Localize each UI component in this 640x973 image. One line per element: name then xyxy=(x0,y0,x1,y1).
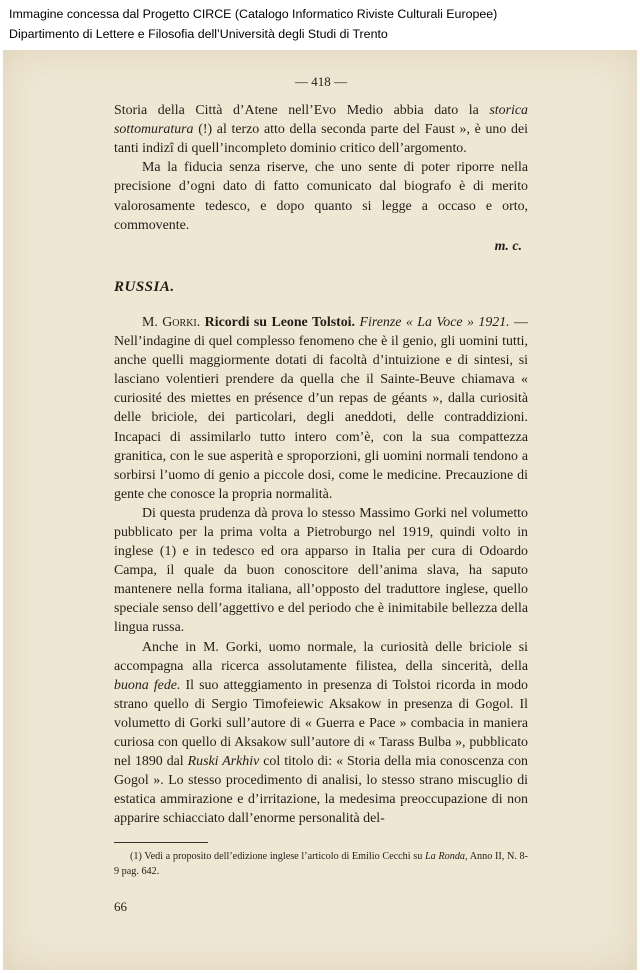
page-text-block xyxy=(114,72,528,917)
banner-line-1: Immagine concessa dal Progetto CIRCE (Catalogo Informatico Riviste Culturali Europee) xyxy=(9,7,498,21)
paragraph-1-rest: (!) al terzo atto della seconda parte del Faust », è uno dei tanti indizî di quell’incompleto dominio critico dell’argomento. xyxy=(114,122,528,157)
paragraph-1-italic: storica sottomuratura xyxy=(114,103,528,138)
folio-number: 66 xyxy=(114,899,127,915)
review-text: — Nell’indagine di quel complesso fenomeno che è il genio, gli uomini tutti, anche quelli maggiormente dotati di facoltà d’intuizione e di sintesi, si lasciano volentieri prendere da quella che il Sainte-Beuve chiamava « curiosité des miettes en présence d’un repas de géants », dalla curiosità delle briciole, dei particolari, degli aneddoti, delle contraddizioni. Incapaci di assimilarlo tutto intero com’è, con la sua compattezza granitica, con le sue asperità e sproporzioni, gli uomini normali tendono a sorbirsi l’uomo di genio a piccole dosi, come le medicine. Precauzione di gente che conosce la propria normalità. xyxy=(114,314,528,502)
paragraph-4-a: Anche in M. Gorki, uomo normale, la curiosità delle briciole si accompagna alla ricerca assolutamente filistea, della sincerità, della xyxy=(114,639,528,674)
page-number: — 418 — xyxy=(295,74,347,89)
section-title: RUSSIA. xyxy=(114,278,175,295)
copyright-banner xyxy=(0,0,640,48)
paragraph-2: Ma la fiducia senza riserve, che uno sente di poter riporre nella precisione d’ogni dato di fatto comunicato dal biografo è di merito valorosamente tedesco, e dopo quanto si legge a occaso e orto, commovente. xyxy=(114,160,528,233)
footnote-italic: La Ronda, xyxy=(425,851,468,863)
footnote-rule xyxy=(114,842,208,843)
signature: m. c. xyxy=(494,238,522,254)
footnote-rest: Anno II, N. 8-9 pag. 642. xyxy=(114,851,529,878)
paragraph-4 xyxy=(114,638,528,829)
paragraph-4-e: col titolo di: « Storia della mia conoscenza con Gogol ». Lo stesso procedimento di analisi, lo stesso strano miscuglio di estatica ammirazione e d’irritazione, la medesima preoccupazione di non apparire schiacciato dall’enorme personalità del- xyxy=(114,754,529,827)
review-imprint: Firenze « La Voce » 1921. xyxy=(359,314,510,330)
paragraph-1-text: Storia della Città d’Atene nell’Evo Medio abbia dato la xyxy=(114,103,479,119)
review-book-title: Ricordi su Leone Tolstoi. xyxy=(204,314,356,330)
paragraph-4-italic-2: Ruski Arkhiv xyxy=(187,754,260,770)
review-author: M. Gorki. xyxy=(142,314,201,330)
footnote-text: (1) Vedi a proposito dell’edizione inglese l’articolo di Emilio Cecchi su xyxy=(130,851,423,863)
footnote xyxy=(114,849,528,879)
paragraph-4-c: Il suo atteggiamento in presenza di Tolstoi ricorda in modo strano quello di Sergio Timofeiewic Aksakow in presenza di Gogol. Il volumetto di Gorki sull’autore di « Guerra e Pace » combacia in maniera curiosa con quello di Aksakow sull’autore di « Tarass Bulba », pubblicato nel 1890 dal xyxy=(114,677,528,770)
review-paragraph xyxy=(114,313,528,504)
paragraph-4-italic-1: buona fede. xyxy=(114,677,181,693)
paragraph-3: Di questa prudenza dà prova lo stesso Massimo Gorki nel volumetto pubblicato per la prima volta a Pietroburgo nel 1919, quindi volto in inglese (1) e in tedesco ed ora apparso in Italia per cura di Odoardo Campa, il quale da buon conoscitore dell’anima slava, ha saputo mantenere nella forma italiana, all’opposto del traduttore inglese, quello speciale senso dell’aggettivo e del periodo che è inimitabile bellezza della lingua russa. xyxy=(114,505,528,636)
paragraph-1 xyxy=(114,101,528,158)
banner-line-2: Dipartimento di Lettere e Filosofia dell’Università degli Studi di Trento xyxy=(9,27,388,41)
